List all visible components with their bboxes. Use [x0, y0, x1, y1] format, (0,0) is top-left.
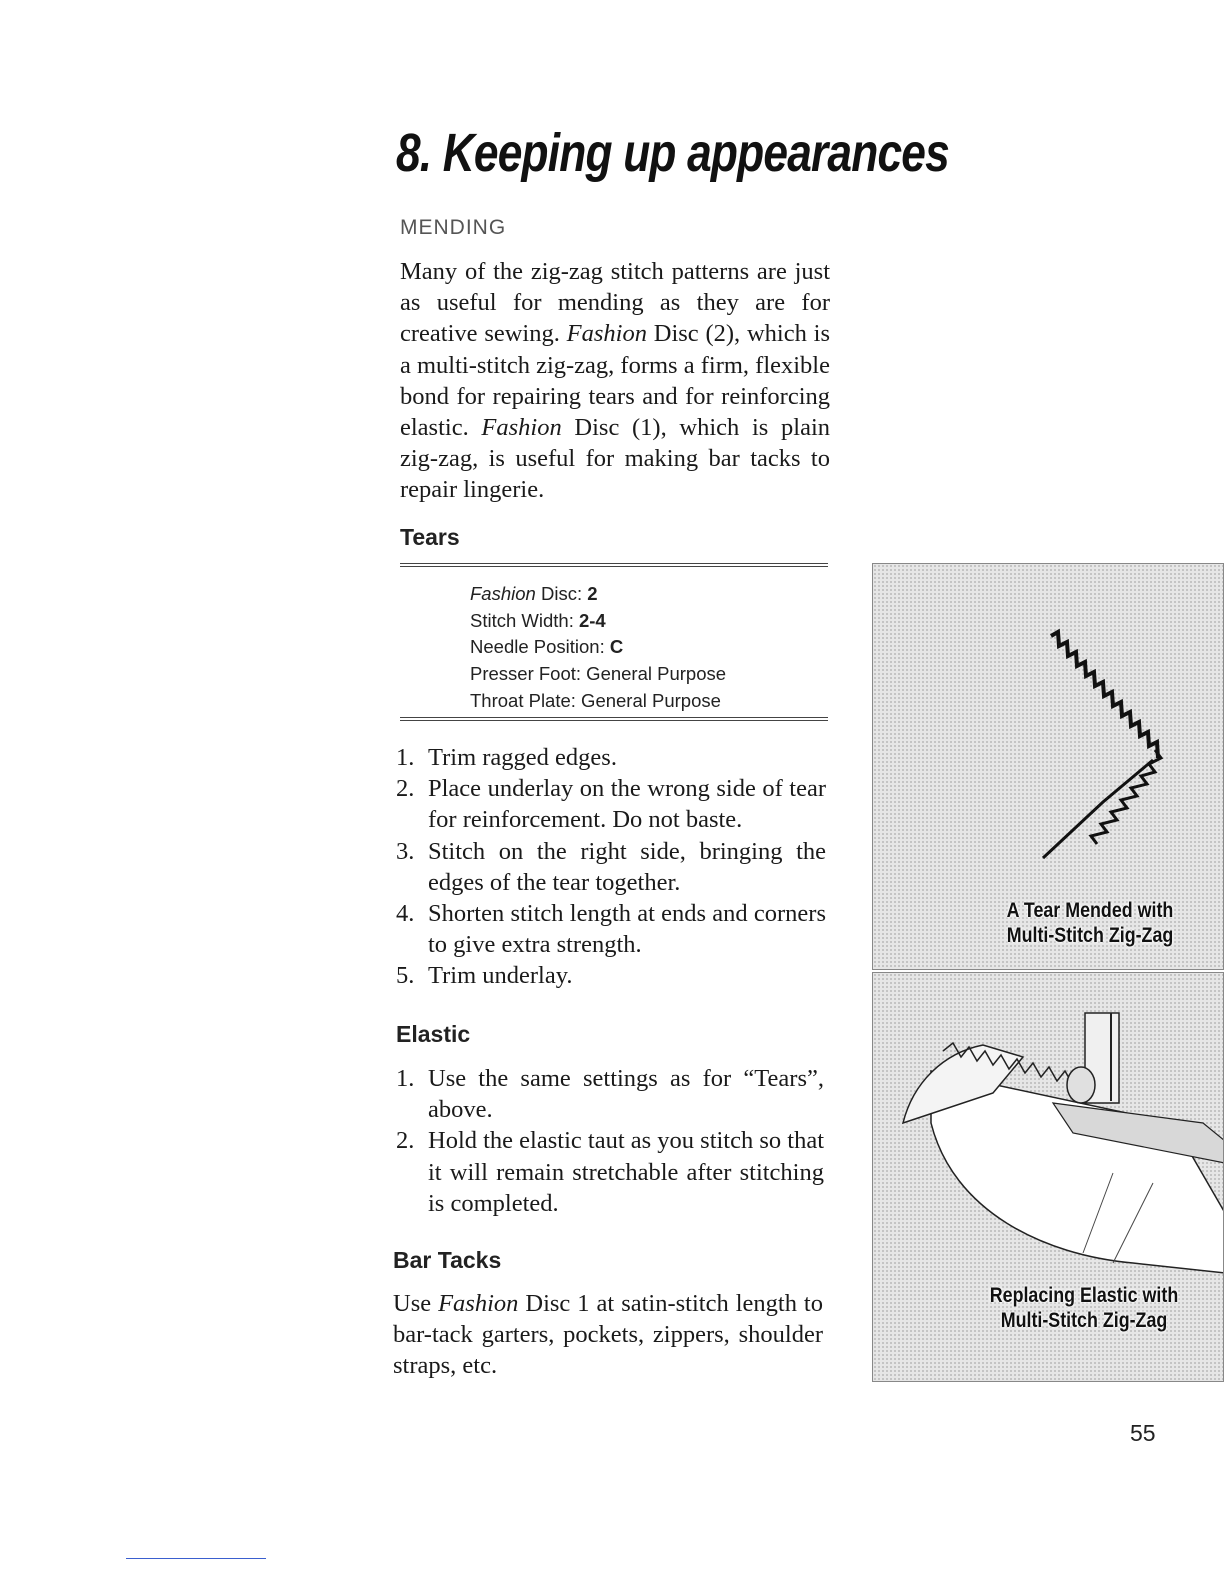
step-number: 2.: [396, 1127, 415, 1155]
tears-heading: Tears: [400, 524, 460, 550]
caption-line: Multi-Stitch Zig-Zag: [1006, 924, 1174, 947]
setting-plate: Throat Plate: General Purpose: [470, 689, 721, 711]
list-item: [396, 1125, 824, 1219]
setting-foot: Presser Foot: General Purpose: [470, 663, 727, 685]
setting-disc-italic: Fashion: [470, 583, 536, 604]
step-number: 2.: [396, 775, 415, 803]
bar-tacks-text-2: Disc 1 at satin-stitch length to bar-tack garters, pockets, zippers, shoulder straps, etc.: [393, 1290, 823, 1380]
bar-tacks-paragraph: [393, 1288, 823, 1382]
list-item: [396, 742, 826, 773]
intro-text-1: Many of the zig-zag stitch patterns are just as useful for mending as they are for creative sewing.: [400, 258, 830, 348]
settings-list: [470, 581, 726, 715]
setting-disc-value: 2: [587, 583, 598, 604]
bar-tacks-text-1: Use: [393, 1290, 439, 1317]
caption-line: A Tear Mended with: [1006, 899, 1174, 922]
caption-line: Multi-Stitch Zig-Zag: [1000, 1309, 1168, 1332]
tears-steps: [396, 742, 826, 992]
step-number: 3.: [396, 837, 415, 865]
bar-tacks-italic: Fashion: [438, 1290, 519, 1317]
setting-disc-label: Disc:: [535, 583, 588, 604]
caption-line: Replacing Elastic with: [989, 1284, 1179, 1307]
intro-italic-1: Fashion: [566, 320, 647, 348]
step-text: Use the same settings as for “Tears”, above.: [428, 1065, 824, 1124]
step-text: Place underlay on the wrong side of tear for reinforcement. Do not baste.: [428, 775, 826, 834]
step-text: Shorten stitch length at ends and corners to give extra strength.: [428, 900, 826, 959]
step-text: Trim underlay.: [428, 962, 573, 990]
setting-width: [470, 608, 726, 635]
page-number: 55: [1130, 1420, 1156, 1446]
intro-text-2: Disc (2), which is a multi-stitch zig-zag, forms a firm, flexible bond for repairing tears and for reinforcing elastic.: [400, 320, 830, 442]
elastic-steps: [396, 1063, 824, 1219]
settings-box: [400, 563, 828, 721]
setting-width-label: Stitch Width:: [470, 609, 579, 631]
step-text: Hold the elastic taut as you stitch so that it will remain stretchable after stitching is completed.: [428, 1127, 825, 1217]
setting-needle: [470, 634, 726, 661]
step-number: 1.: [396, 744, 415, 771]
list-item: [396, 836, 826, 898]
step-text: Trim ragged edges.: [428, 744, 617, 771]
setting-needle-label: Needle Position:: [470, 636, 610, 658]
page-title: 8. Keeping up appearances: [396, 123, 949, 183]
intro-text-3: Disc (1), which is plain zig-zag, is useful for making bar tacks to repair lingerie.: [400, 414, 830, 504]
setting-disc: [470, 581, 726, 608]
list-item: [396, 1063, 824, 1125]
list-item: [396, 898, 826, 960]
footer-rule: [126, 1558, 266, 1559]
elastic-heading: Elastic: [396, 1021, 471, 1047]
step-text: Stitch on the right side, bringing the edges of the tear together.: [428, 837, 826, 896]
setting-needle-value: C: [609, 636, 624, 658]
bar-tacks-heading: Bar Tacks: [393, 1247, 502, 1273]
intro-italic-2: Fashion: [481, 414, 562, 442]
figure-tear-mended: [872, 563, 1224, 970]
section-label: MENDING: [400, 216, 507, 239]
step-number: 5.: [396, 962, 415, 990]
list-item: [396, 773, 826, 835]
figure-replacing-elastic: [872, 972, 1224, 1382]
step-number: 4.: [396, 900, 415, 928]
intro-paragraph: [400, 256, 830, 506]
list-item: [396, 960, 826, 991]
figure-bottom-caption: [961, 1283, 1208, 1333]
step-number: 1.: [396, 1065, 415, 1092]
setting-width-value: 2-4: [578, 609, 606, 631]
figure-top-caption: [967, 898, 1214, 948]
